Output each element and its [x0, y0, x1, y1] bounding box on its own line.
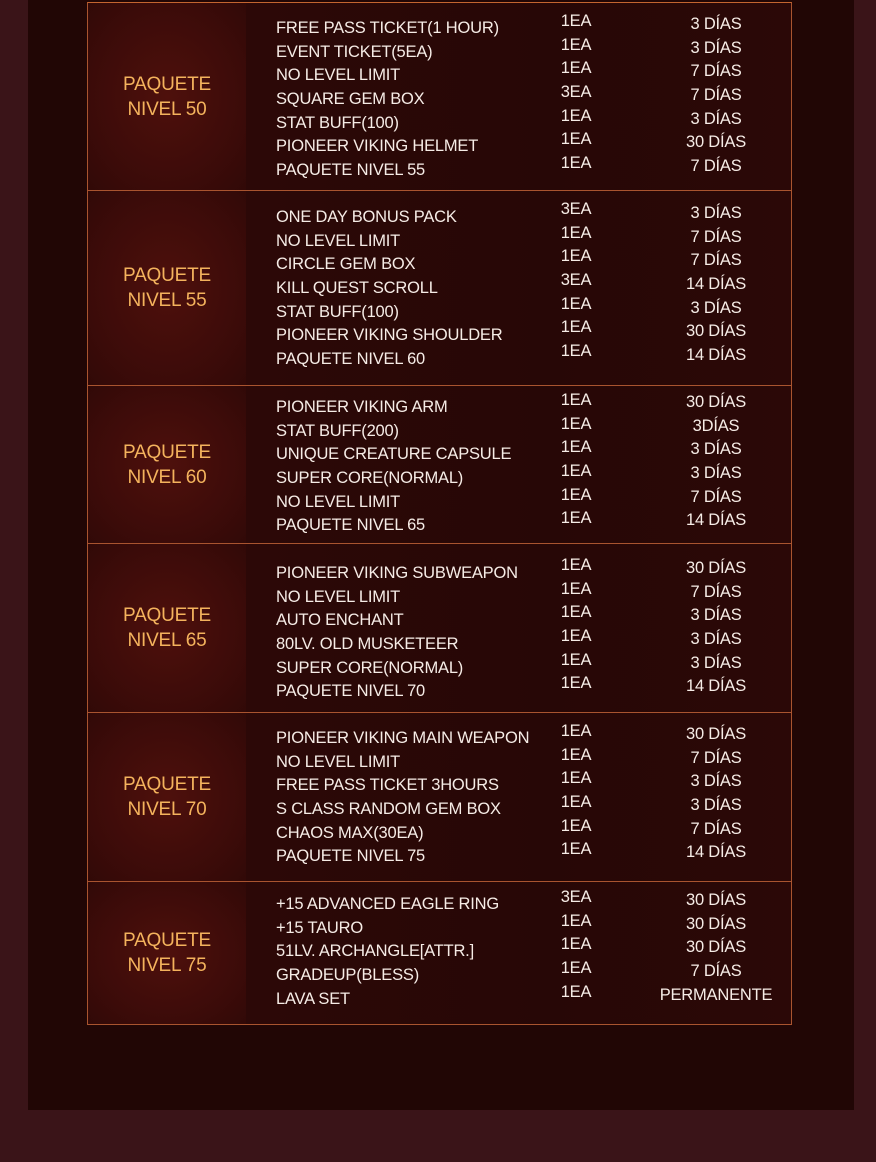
item-name: STAT BUFF(100)	[276, 302, 399, 321]
package-row	[88, 544, 791, 713]
item-name: SUPER CORE(NORMAL)	[276, 469, 464, 488]
item-duration: 3DÍAS	[692, 416, 740, 435]
package-title-line1: PAQUETE	[123, 265, 211, 286]
item-duration: 7 DÍAS	[690, 487, 742, 506]
item-quantity: 1EA	[560, 579, 592, 598]
item-name: KILL QUEST SCROLL	[276, 279, 438, 298]
package-title-line1: PAQUETE	[123, 930, 211, 951]
package-name-cell	[88, 386, 246, 543]
items-column	[276, 396, 511, 538]
item-name: LAVA SET	[276, 989, 350, 1008]
package-title-line2: NIVEL 65	[127, 630, 207, 651]
item-name: PAQUETE NIVEL 55	[276, 161, 426, 180]
items-column	[276, 727, 529, 869]
item-quantity: 1EA	[560, 627, 592, 646]
package-name-cell	[88, 882, 246, 1024]
item-duration: 3 DÍAS	[690, 630, 742, 649]
item-duration: 3 DÍAS	[690, 204, 742, 222]
item-duration: 7 DÍAS	[690, 86, 742, 105]
item-quantity: 1EA	[560, 391, 592, 409]
items-column	[276, 17, 499, 183]
package-name-cell	[88, 3, 246, 190]
item-quantity: 1EA	[560, 106, 592, 125]
package-name-cell	[88, 544, 246, 712]
package-row	[88, 3, 791, 191]
item-duration: 3 DÍAS	[690, 109, 742, 128]
package-title-line2: NIVEL 70	[127, 799, 207, 820]
package-contents	[246, 3, 791, 190]
item-duration: 7 DÍAS	[690, 962, 742, 981]
item-quantity: 3EA	[560, 888, 592, 906]
package-title-line2: NIVEL 75	[127, 955, 207, 976]
package-title-line2: NIVEL 55	[127, 290, 207, 311]
duration-column	[646, 557, 786, 699]
item-quantity: 1EA	[560, 959, 592, 978]
item-name: NO LEVEL LIMIT	[276, 587, 401, 606]
item-quantity: 1EA	[560, 911, 592, 930]
item-quantity: 3EA	[560, 200, 592, 218]
item-name: PAQUETE NIVEL 75	[276, 847, 426, 866]
item-quantity: 1EA	[560, 793, 592, 812]
item-name: 80LV. OLD MUSKETEER	[276, 635, 459, 654]
duration-column	[646, 202, 786, 368]
quantity-column	[544, 886, 608, 1004]
item-name: +15 ADVANCED EAGLE RING	[276, 895, 499, 913]
item-duration: 3 DÍAS	[690, 298, 742, 317]
items-column	[276, 562, 518, 704]
item-name: SQUARE GEM BOX	[276, 90, 425, 109]
item-name: NO LEVEL LIMIT	[276, 752, 401, 771]
item-duration: 14 DÍAS	[685, 843, 747, 862]
item-name: NO LEVEL LIMIT	[276, 66, 401, 85]
item-duration: 3 DÍAS	[690, 606, 742, 625]
item-duration: 3 DÍAS	[690, 772, 742, 791]
package-title-line2: NIVEL 50	[127, 98, 207, 120]
package-contents	[246, 713, 791, 881]
item-duration: 3 DÍAS	[690, 15, 742, 33]
item-duration: 7 DÍAS	[690, 748, 742, 767]
item-name: GRADEUP(BLESS)	[276, 966, 419, 985]
item-name: PIONEER VIKING SUBWEAPON	[276, 564, 518, 582]
quantity-column	[544, 10, 608, 176]
item-name: FREE PASS TICKET 3HOURS	[276, 776, 499, 795]
item-quantity: 1EA	[560, 769, 592, 788]
package-title-line1: PAQUETE	[123, 73, 211, 95]
item-duration: 30 DÍAS	[685, 133, 747, 152]
quantity-column	[544, 554, 608, 696]
item-duration: 14 DÍAS	[685, 511, 747, 530]
item-quantity: 1EA	[560, 318, 592, 337]
package-contents	[246, 544, 791, 712]
package-row	[88, 882, 791, 1024]
item-quantity: 1EA	[560, 130, 592, 149]
item-duration: 7 DÍAS	[690, 62, 742, 81]
item-name: EVENT TICKET(5EA)	[276, 42, 433, 61]
duration-column	[646, 723, 786, 865]
item-name: PIONEER VIKING ARM	[276, 398, 448, 416]
item-quantity: 1EA	[560, 414, 592, 433]
item-quantity: 1EA	[560, 816, 592, 835]
item-duration: 7 DÍAS	[690, 157, 742, 176]
quantity-column	[544, 198, 608, 364]
item-quantity: 1EA	[560, 745, 592, 764]
item-name: PIONEER VIKING MAIN WEAPON	[276, 729, 530, 747]
item-quantity: 1EA	[560, 603, 592, 622]
item-duration: 7 DÍAS	[690, 251, 742, 270]
item-name: PAQUETE NIVEL 70	[276, 682, 426, 701]
item-duration: 30 DÍAS	[685, 725, 747, 743]
item-duration: 14 DÍAS	[685, 275, 747, 294]
duration-column	[646, 13, 786, 179]
item-duration: PERMANENTE	[659, 985, 773, 1004]
item-duration: 30 DÍAS	[685, 891, 747, 909]
item-name: NO LEVEL LIMIT	[276, 231, 401, 250]
item-duration: 3 DÍAS	[690, 464, 742, 483]
item-quantity: 1EA	[560, 485, 592, 504]
items-column	[276, 893, 499, 1011]
item-name: PAQUETE NIVEL 60	[276, 350, 426, 369]
item-quantity: 1EA	[560, 12, 592, 30]
item-quantity: 1EA	[560, 722, 592, 740]
package-title-line1: PAQUETE	[123, 605, 211, 626]
item-quantity: 1EA	[560, 674, 592, 693]
quantity-column	[544, 389, 608, 531]
package-title-line2: NIVEL 60	[127, 466, 207, 488]
item-name: UNIQUE CREATURE CAPSULE	[276, 445, 512, 464]
item-name: STAT BUFF(100)	[276, 113, 399, 132]
item-name: ONE DAY BONUS PACK	[276, 208, 457, 226]
package-table	[87, 2, 792, 1025]
package-row	[88, 386, 791, 544]
package-contents	[246, 386, 791, 543]
item-name: FREE PASS TICKET(1 HOUR)	[276, 19, 499, 37]
package-title-line1: PAQUETE	[123, 774, 211, 795]
item-duration: 14 DÍAS	[685, 677, 747, 696]
item-quantity: 1EA	[560, 650, 592, 669]
item-quantity: 1EA	[560, 935, 592, 954]
item-duration: 30 DÍAS	[685, 938, 747, 957]
item-name: +15 TAURO	[276, 918, 364, 937]
item-name: PAQUETE NIVEL 65	[276, 516, 426, 535]
item-name: S CLASS RANDOM GEM BOX	[276, 800, 501, 819]
item-name: CIRCLE GEM BOX	[276, 255, 416, 274]
item-duration: 7 DÍAS	[690, 227, 742, 246]
item-duration: 3 DÍAS	[690, 38, 742, 57]
duration-column	[646, 889, 786, 1007]
item-quantity: 3EA	[560, 83, 592, 102]
package-contents	[246, 191, 791, 385]
item-name: 51LV. ARCHANGLE[ATTR.]	[276, 942, 474, 961]
item-name: CHAOS MAX(30EA)	[276, 823, 424, 842]
item-name: SUPER CORE(NORMAL)	[276, 658, 464, 677]
item-duration: 30 DÍAS	[685, 559, 747, 577]
item-quantity: 3EA	[560, 271, 592, 290]
item-quantity: 1EA	[560, 294, 592, 313]
package-row	[88, 191, 791, 386]
item-duration: 7 DÍAS	[690, 819, 742, 838]
item-name: STAT BUFF(200)	[276, 421, 399, 440]
item-duration: 30 DÍAS	[685, 322, 747, 341]
quantity-column	[544, 720, 608, 862]
item-quantity: 1EA	[560, 35, 592, 54]
item-quantity: 1EA	[560, 342, 592, 361]
item-name: PIONEER VIKING SHOULDER	[276, 326, 503, 345]
package-name-cell	[88, 191, 246, 385]
item-quantity: 1EA	[560, 438, 592, 457]
item-duration: 3 DÍAS	[690, 796, 742, 815]
item-duration: 7 DÍAS	[690, 582, 742, 601]
items-column	[276, 206, 502, 372]
item-name: NO LEVEL LIMIT	[276, 492, 401, 511]
package-title-line1: PAQUETE	[123, 441, 211, 463]
item-quantity: 1EA	[560, 509, 592, 528]
item-duration: 14 DÍAS	[685, 346, 747, 365]
duration-column	[646, 391, 786, 533]
item-quantity: 1EA	[560, 247, 592, 266]
package-row	[88, 713, 791, 882]
item-quantity: 1EA	[560, 556, 592, 574]
item-duration: 30 DÍAS	[685, 393, 747, 411]
item-quantity: 1EA	[560, 982, 592, 1001]
item-name: PIONEER VIKING HELMET	[276, 137, 479, 156]
item-name: AUTO ENCHANT	[276, 611, 404, 630]
item-quantity: 1EA	[560, 154, 592, 173]
item-duration: 30 DÍAS	[685, 914, 747, 933]
item-duration: 3 DÍAS	[690, 653, 742, 672]
package-contents	[246, 882, 791, 1024]
item-quantity: 1EA	[560, 840, 592, 859]
item-quantity: 1EA	[560, 223, 592, 242]
item-quantity: 1EA	[560, 462, 592, 481]
item-quantity: 1EA	[560, 59, 592, 78]
item-duration: 3 DÍAS	[690, 440, 742, 459]
package-name-cell	[88, 713, 246, 881]
